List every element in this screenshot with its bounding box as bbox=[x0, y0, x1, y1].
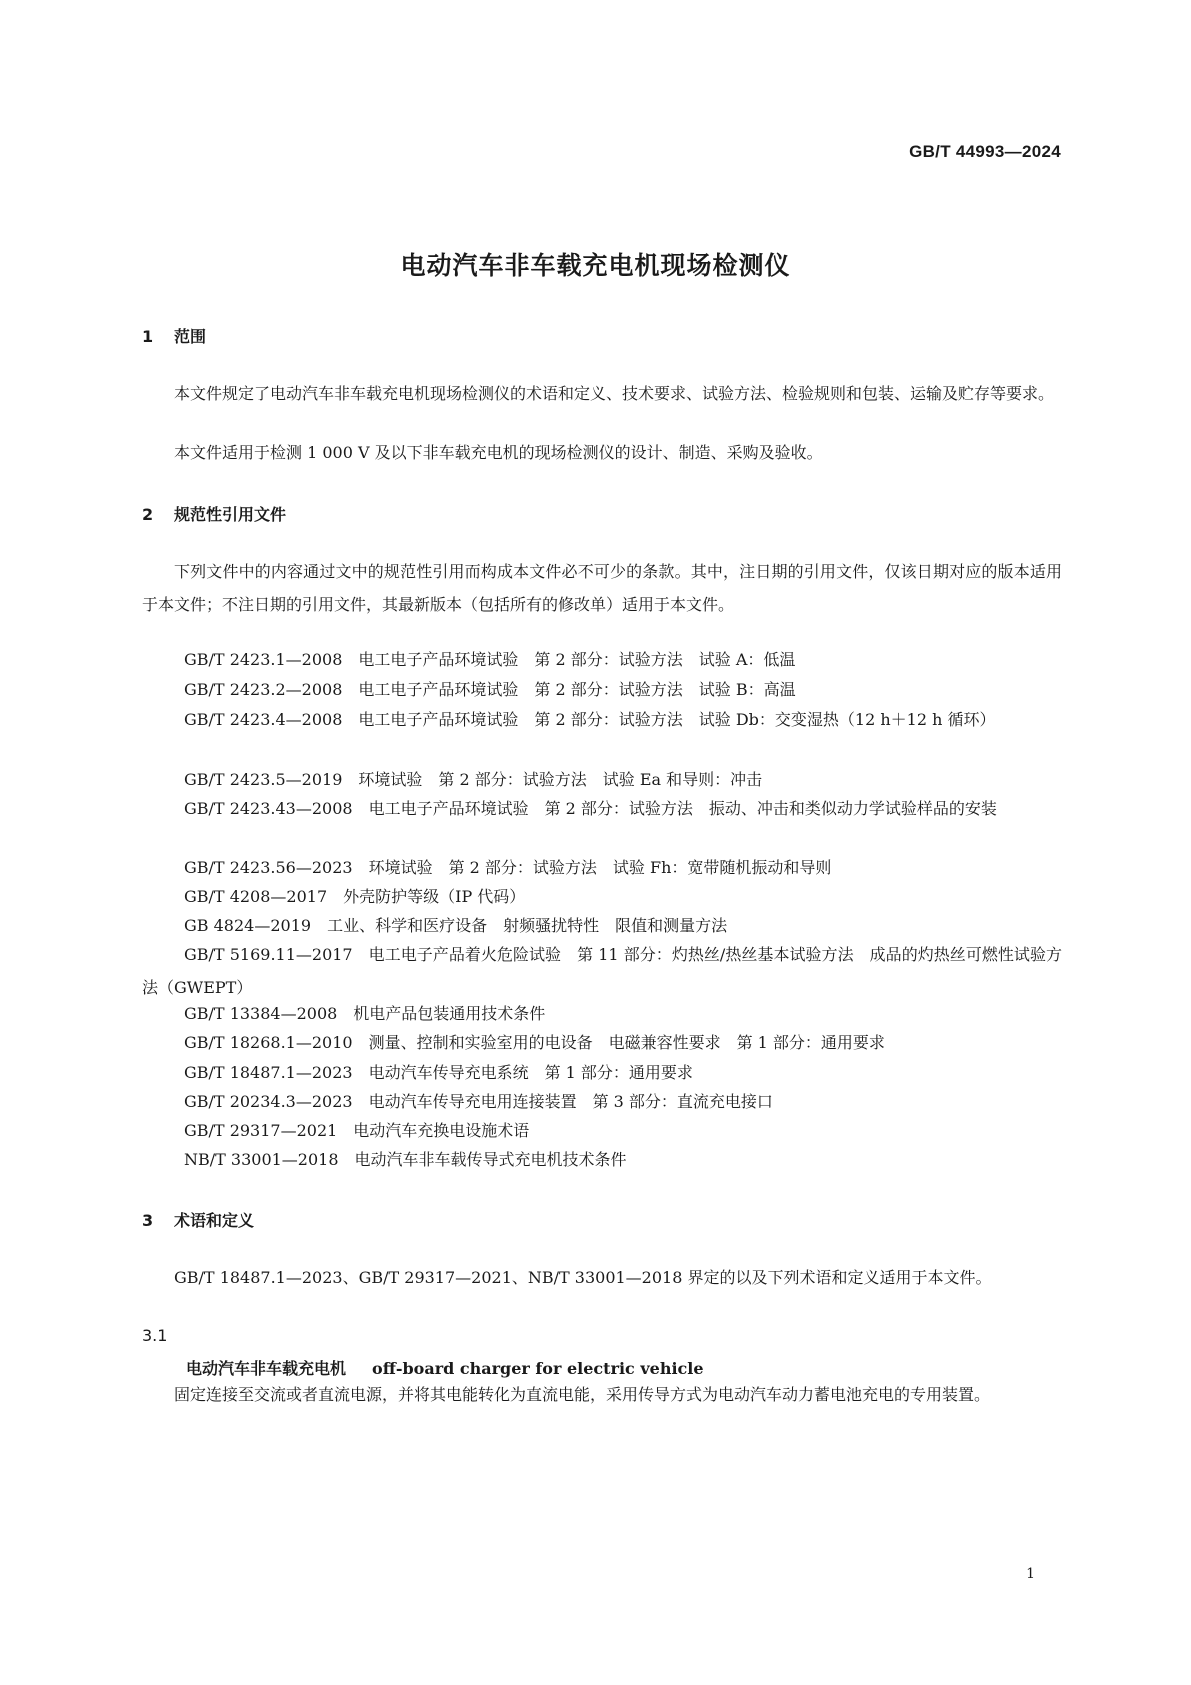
reference-item: GB/T 2423.43—2008 电工电子产品环境试验 第 2 部分：试验方法 振动、冲击和类似动力学试验样品的安装 bbox=[184, 799, 997, 818]
section-1-heading bbox=[142, 324, 206, 347]
paragraph: 本文件规定了电动汽车非车载充电机现场检测仪的术语和定义、技术要求、试验方法、检验规则和包装、运输及贮存等要求。 bbox=[174, 384, 1055, 403]
reference-item: GB/T 2423.2—2008 电工电子产品环境试验 第 2 部分：试验方法 试验 B：高温 bbox=[184, 680, 796, 699]
reference-item: GB/T 2423.5—2019 环境试验 第 2 部分：试验方法 试验 Ea 和导则：冲击 bbox=[184, 770, 763, 789]
reference-item: NB/T 33001—2018 电动汽车非车载传导式充电机技术条件 bbox=[184, 1150, 627, 1169]
reference-item: GB/T 2423.56—2023 环境试验 第 2 部分：试验方法 试验 Fh：宽带随机振动和导则 bbox=[184, 858, 832, 877]
reference-item: GB/T 20234.3—2023 电动汽车传导充电用连接装置 第 3 部分：直流充电接口 bbox=[184, 1092, 773, 1111]
reference-item: GB/T 4208—2017 外壳防护等级（IP 代码） bbox=[184, 887, 526, 906]
paragraph: 下列文件中的内容通过文中的规范性引用而构成本文件必不可少的条款。其中，注日期的引用文件，仅该日期对应的版本适用于本文件；不注日期的引用文件，其最新版本（包括所有的修改单）适用于本文件。 bbox=[142, 562, 1062, 614]
page-number: 1 bbox=[1026, 1566, 1035, 1582]
reference-item: GB/T 2423.4—2008 电工电子产品环境试验 第 2 部分：试验方法 试验 Db：交变湿热（12 h＋12 h 循环） bbox=[184, 710, 996, 729]
reference-item: GB/T 13384—2008 机电产品包装通用技术条件 bbox=[184, 1004, 546, 1023]
document-title: 电动汽车非车载充电机现场检测仪 bbox=[400, 251, 791, 280]
term-chinese: 电动汽车非车载充电机 bbox=[186, 1359, 347, 1378]
reference-item: GB/T 5169.11—2017 电工电子产品着火危险试验 第 11 部分：灼热丝/热丝基本试验方法 成品的灼热丝可燃性试验方法（GWEPT） bbox=[142, 945, 1062, 997]
section-title: 术语和定义 bbox=[174, 1211, 255, 1230]
section-number: 2 bbox=[142, 505, 154, 524]
term-english: off-board charger for electric vehicle bbox=[372, 1359, 704, 1378]
reference-item: GB/T 29317—2021 电动汽车充换电设施术语 bbox=[184, 1121, 530, 1140]
reference-item: GB 4824—2019 工业、科学和医疗设备 射频骚扰特性 限值和测量方法 bbox=[184, 916, 728, 935]
standard-code: GB/T 44993—2024 bbox=[909, 142, 1061, 161]
section-title: 规范性引用文件 bbox=[174, 505, 287, 524]
term-entry bbox=[186, 1356, 704, 1379]
term-definition: 固定连接至交流或者直流电源，并将其电能转化为直流电能，采用传导方式为电动汽车动力蓄电池充电的专用装置。 bbox=[174, 1385, 991, 1404]
clause-number: 3.1 bbox=[142, 1326, 168, 1345]
reference-item: GB/T 18487.1—2023 电动汽车传导充电系统 第 1 部分：通用要求 bbox=[184, 1063, 693, 1082]
reference-item: GB/T 18268.1—2010 测量、控制和实验室用的电设备 电磁兼容性要求 第 1 部分：通用要求 bbox=[184, 1033, 885, 1052]
section-number: 1 bbox=[142, 327, 154, 346]
paragraph: GB/T 18487.1—2023、GB/T 29317—2021、NB/T 33001—2018 界定的以及下列术语和定义适用于本文件。 bbox=[174, 1268, 992, 1287]
section-3-heading bbox=[142, 1208, 254, 1231]
section-title: 范围 bbox=[174, 327, 207, 346]
section-number: 3 bbox=[142, 1211, 154, 1230]
paragraph: 本文件适用于检测 1 000 V 及以下非车载充电机的现场检测仪的设计、制造、采购及验收。 bbox=[174, 443, 823, 462]
section-2-heading bbox=[142, 502, 286, 525]
reference-item: GB/T 2423.1—2008 电工电子产品环境试验 第 2 部分：试验方法 试验 A：低温 bbox=[184, 650, 796, 669]
